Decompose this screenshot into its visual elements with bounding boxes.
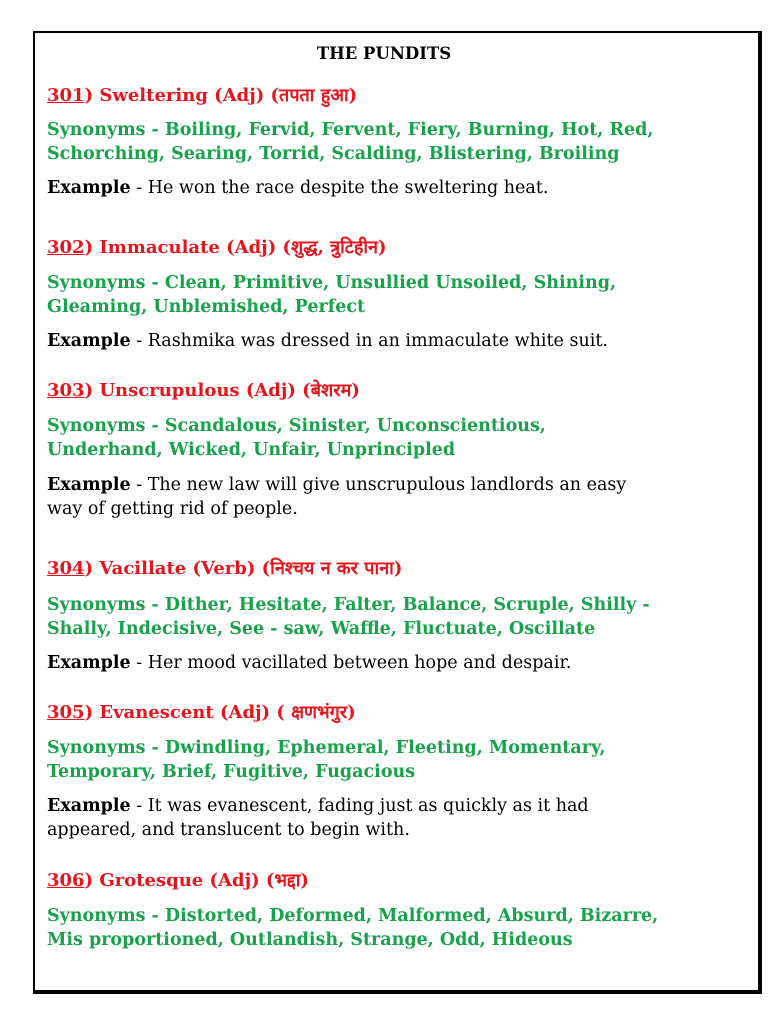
example-label: Example	[47, 653, 131, 673]
entry-example-305	[47, 794, 747, 842]
example-text: - Rashmika was dressed in an immaculate white suit.	[130, 331, 608, 351]
entry-heading-301	[47, 85, 357, 107]
example-label: Example	[47, 475, 131, 495]
entry-synonyms-302	[47, 271, 747, 319]
synonyms-line: Synonyms - Scandalous, Sinister, Unconscientious,	[47, 416, 546, 436]
synonyms-line: Temporary, Brief, Fugitive, Fugacious	[47, 762, 416, 782]
example-label: Example	[47, 796, 131, 816]
entry-word: ) Vacillate (Verb) (निश्चय न कर पाना)	[84, 558, 403, 579]
entry-word: ) Evanescent (Adj) ( क्षणभंगुर)	[84, 702, 356, 723]
entry-number: 306	[47, 870, 85, 891]
synonyms-line: Shally, Indecisive, See - saw, Waffle, Fluctuate, Oscillate	[47, 619, 596, 639]
entry-example-301	[47, 176, 747, 200]
synonyms-line: Synonyms - Dither, Hesitate, Falter, Balance, Scruple, Shilly -	[47, 595, 650, 615]
entry-number: 305	[47, 702, 85, 723]
example-text: - The new law will give unscrupulous landlords an easy	[130, 475, 627, 495]
entry-heading-304	[47, 558, 402, 580]
synonyms-line: Gleaming, Unblemished, Perfect	[47, 297, 366, 317]
example-text: appeared, and translucent to begin with.	[47, 820, 410, 840]
entry-number: 304	[47, 558, 85, 579]
example-text: - Her mood vacillated between hope and despair.	[130, 653, 572, 673]
entry-synonyms-301	[47, 118, 747, 166]
entry-synonyms-306	[47, 904, 747, 952]
entry-synonyms-305	[47, 736, 747, 784]
example-text: way of getting rid of people.	[47, 499, 298, 519]
entry-synonyms-304	[47, 593, 747, 641]
entry-number: 301	[47, 85, 85, 106]
synonyms-line: Underhand, Wicked, Unfair, Unprincipled	[47, 440, 456, 460]
synonyms-line: Mis proportioned, Outlandish, Strange, Odd, Hideous	[47, 930, 573, 950]
entry-number: 302	[47, 237, 85, 258]
synonyms-line: Synonyms - Distorted, Deformed, Malformed, Absurd, Bizarre,	[47, 906, 659, 926]
example-label: Example	[47, 178, 131, 198]
synonyms-line: Schorching, Searing, Torrid, Scalding, Blistering, Broiling	[47, 144, 620, 164]
entry-synonyms-303	[47, 414, 747, 462]
page-title: THE PUNDITS	[316, 44, 452, 63]
entry-number: 303	[47, 380, 85, 401]
entry-heading-303	[47, 380, 360, 402]
entry-heading-305	[47, 702, 356, 724]
example-text: - It was evanescent, fading just as quickly as it had	[130, 796, 589, 816]
synonyms-line: Synonyms - Boiling, Fervid, Fervent, Fiery, Burning, Hot, Red,	[47, 120, 654, 140]
entry-word: ) Grotesque (Adj) (भद्दा)	[84, 870, 309, 891]
entry-word: ) Immaculate (Adj) (शुद्ध, त्रुटिहीन)	[84, 237, 387, 258]
entry-heading-306	[47, 870, 309, 892]
entry-example-303	[47, 473, 747, 521]
example-text: - He won the race despite the sweltering heat.	[130, 178, 549, 198]
entry-example-302	[47, 329, 747, 353]
entry-heading-302	[47, 237, 387, 259]
example-label: Example	[47, 331, 131, 351]
entry-example-304	[47, 651, 747, 675]
synonyms-line: Synonyms - Clean, Primitive, Unsullied Unsoiled, Shining,	[47, 273, 617, 293]
entry-word: ) Sweltering (Adj) (तपता हुआ)	[84, 85, 358, 106]
synonyms-line: Synonyms - Dwindling, Ephemeral, Fleeting, Momentary,	[47, 738, 606, 758]
entry-word: ) Unscrupulous (Adj) (बेशरम)	[84, 380, 360, 401]
